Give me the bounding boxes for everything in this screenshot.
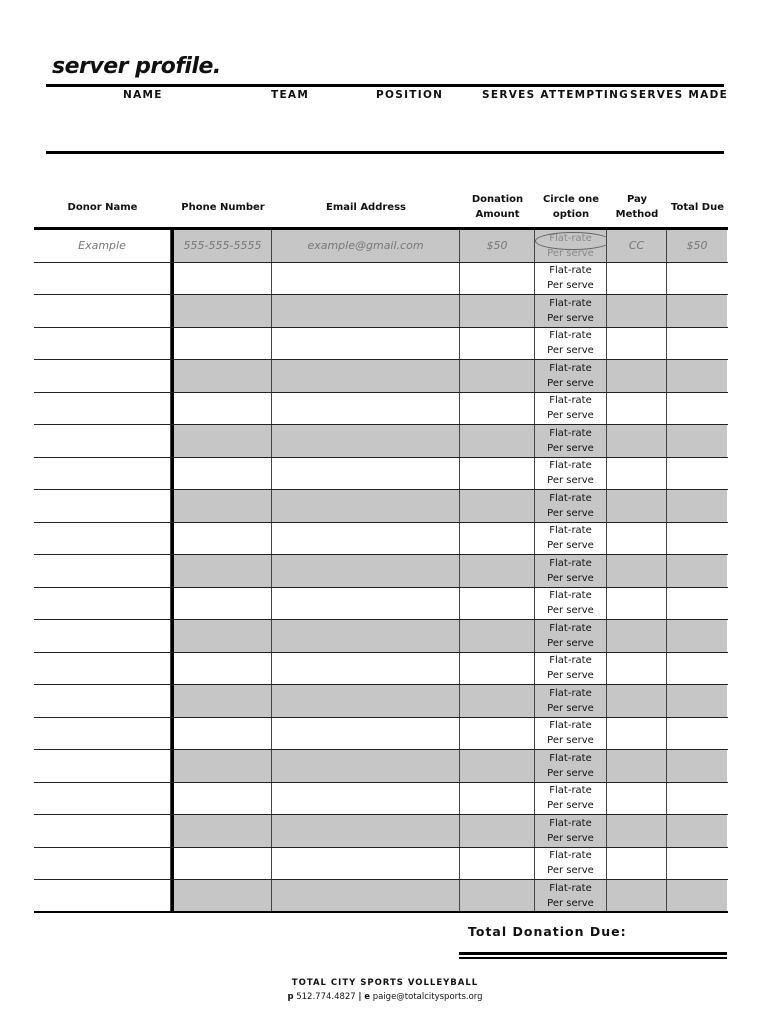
phone-cell: [171, 458, 272, 490]
email-cell: [272, 458, 460, 490]
donor-name-cell: [34, 815, 171, 847]
donor-name-cell: [34, 555, 171, 587]
footer-organization: TOTAL CITY SPORTS VOLLEYBALL: [291, 978, 479, 988]
email-cell: [272, 653, 460, 685]
table-row: [34, 588, 728, 621]
email-cell: [272, 328, 460, 360]
table-row: [34, 653, 728, 686]
example-phone: 555-555-5555: [171, 230, 272, 262]
total-due-cell: [667, 295, 727, 327]
header-pay-method: Pay Method: [615, 194, 659, 220]
footer-separator: |: [358, 992, 362, 1002]
footer-contact: [0, 992, 770, 1002]
option-per-serve[interactable]: Per serve: [547, 312, 594, 324]
phone-cell: [171, 328, 272, 360]
option-flat-rate[interactable]: Flat-rate: [549, 460, 592, 472]
option-flat-rate[interactable]: Flat-rate: [549, 882, 592, 894]
option-per-serve: Per serve: [547, 247, 594, 259]
pay-method-cell: [607, 295, 667, 327]
email-cell: [272, 880, 460, 912]
option-cell[interactable]: [535, 295, 607, 327]
total-entry-rule: [459, 952, 727, 955]
profile-entry-rule: [46, 151, 724, 154]
email-cell: [272, 848, 460, 880]
table-row: [34, 523, 728, 556]
total-due-cell: [667, 588, 727, 620]
header-rule: [46, 84, 724, 87]
pay-method-cell: [607, 653, 667, 685]
option-cell[interactable]: [535, 815, 607, 847]
phone-cell: [171, 490, 272, 522]
option-flat-rate[interactable]: Flat-rate: [549, 492, 592, 504]
option-flat-rate[interactable]: Flat-rate: [549, 752, 592, 764]
label-position: POSITION: [376, 89, 444, 101]
option-per-serve[interactable]: Per serve: [547, 475, 594, 487]
pay-method-cell: [607, 815, 667, 847]
phone-cell: [171, 653, 272, 685]
example-donor-name: Example: [34, 230, 171, 262]
phone-cell: [171, 718, 272, 750]
pay-method-cell: [607, 360, 667, 392]
donor-name-cell: [34, 328, 171, 360]
example-option: [535, 230, 607, 262]
total-due-cell: [667, 848, 727, 880]
option-flat-rate[interactable]: Flat-rate: [549, 785, 592, 797]
email-cell: [272, 783, 460, 815]
table-row: [34, 425, 728, 458]
pay-method-cell: [607, 523, 667, 555]
pay-method-cell: [607, 685, 667, 717]
total-due-cell: [667, 328, 727, 360]
total-due-cell: [667, 555, 727, 587]
phone-cell: [171, 425, 272, 457]
pay-method-cell: [607, 555, 667, 587]
email-cell: [272, 295, 460, 327]
total-due-cell: [667, 685, 727, 717]
example-total-due: $50: [667, 230, 727, 262]
header-donor-name: Donor Name: [67, 201, 138, 213]
email-cell: [272, 685, 460, 717]
table-row: [34, 620, 728, 653]
table-header: [34, 186, 728, 228]
donor-name-cell: [34, 263, 171, 295]
footer-email: paige@totalcitysports.org: [372, 992, 483, 1002]
amount-cell: [460, 425, 535, 457]
pay-method-cell: [607, 750, 667, 782]
option-per-serve[interactable]: Per serve: [547, 735, 594, 747]
header-circle-option: Circle one option: [542, 194, 600, 220]
phone-cell: [171, 750, 272, 782]
donor-name-cell: [34, 620, 171, 652]
phone-cell: [171, 588, 272, 620]
donor-name-cell: [34, 393, 171, 425]
option-flat-rate: Flat-rate: [549, 232, 592, 244]
example-email: example@gmail.com: [272, 230, 460, 262]
pay-method-cell: [607, 848, 667, 880]
pay-method-cell: [607, 620, 667, 652]
option-flat-rate[interactable]: Flat-rate: [549, 720, 592, 732]
phone-cell: [171, 783, 272, 815]
circled-option-mark: [535, 232, 611, 250]
example-amount: $50: [460, 230, 535, 262]
pay-method-cell: [607, 490, 667, 522]
total-due-cell: [667, 718, 727, 750]
option-cell[interactable]: [535, 880, 607, 912]
option-flat-rate[interactable]: Flat-rate: [549, 557, 592, 569]
option-cell[interactable]: [535, 783, 607, 815]
pay-method-cell: [607, 718, 667, 750]
total-due-cell: [667, 815, 727, 847]
footer-phone: 512.774.4827: [296, 992, 356, 1002]
header-phone-number: Phone Number: [181, 201, 265, 213]
email-cell: [272, 588, 460, 620]
table-row: [34, 880, 728, 913]
option-per-serve[interactable]: Per serve: [547, 637, 594, 649]
table-row: [34, 750, 728, 783]
option-cell[interactable]: [535, 425, 607, 457]
option-per-serve[interactable]: Per serve: [547, 832, 594, 844]
total-due-cell: [667, 263, 727, 295]
total-due-cell: [667, 490, 727, 522]
phone-cell: [171, 263, 272, 295]
option-per-serve[interactable]: Per serve: [547, 800, 594, 812]
option-cell[interactable]: [535, 328, 607, 360]
phone-cell: [171, 848, 272, 880]
option-per-serve[interactable]: Per serve: [547, 897, 594, 909]
email-cell: [272, 718, 460, 750]
pay-method-cell: [607, 393, 667, 425]
total-due-cell: [667, 458, 727, 490]
email-cell: [272, 815, 460, 847]
total-due-cell: [667, 750, 727, 782]
email-cell: [272, 620, 460, 652]
donor-name-cell: [34, 718, 171, 750]
amount-cell: [460, 490, 535, 522]
option-per-serve[interactable]: Per serve: [547, 280, 594, 292]
table-row: [34, 783, 728, 816]
pay-method-cell: [607, 880, 667, 912]
donor-name-cell: [34, 880, 171, 912]
label-name: NAME: [123, 89, 163, 101]
option-flat-rate[interactable]: Flat-rate: [549, 622, 592, 634]
option-per-serve[interactable]: Per serve: [547, 345, 594, 357]
table-row: [34, 685, 728, 718]
option-flat-rate[interactable]: Flat-rate: [549, 590, 592, 602]
option-cell[interactable]: [535, 523, 607, 555]
amount-cell: [460, 588, 535, 620]
pay-method-cell: [607, 458, 667, 490]
phone-cell: [171, 815, 272, 847]
table-row: [34, 718, 728, 751]
email-cell: [272, 425, 460, 457]
option-cell[interactable]: [535, 653, 607, 685]
donor-name-cell: [34, 490, 171, 522]
amount-cell: [460, 750, 535, 782]
page-title: server profile.: [52, 54, 221, 79]
phone-cell: [171, 393, 272, 425]
option-cell[interactable]: [535, 393, 607, 425]
donor-name-cell: [34, 523, 171, 555]
amount-cell: [460, 620, 535, 652]
amount-cell: [460, 360, 535, 392]
phone-cell: [171, 685, 272, 717]
donor-name-cell: [34, 848, 171, 880]
pay-method-cell: [607, 328, 667, 360]
amount-cell: [460, 458, 535, 490]
option-flat-rate[interactable]: Flat-rate: [549, 265, 592, 277]
table-row: [34, 360, 728, 393]
option-flat-rate[interactable]: Flat-rate: [549, 395, 592, 407]
total-due-cell: [667, 653, 727, 685]
option-per-serve[interactable]: Per serve: [547, 442, 594, 454]
option-flat-rate[interactable]: Flat-rate: [549, 427, 592, 439]
donor-name-cell: [34, 295, 171, 327]
donor-name-cell: [34, 750, 171, 782]
option-flat-rate[interactable]: Flat-rate: [549, 687, 592, 699]
option-cell[interactable]: [535, 555, 607, 587]
option-cell[interactable]: [535, 848, 607, 880]
total-due-cell: [667, 360, 727, 392]
donor-name-cell: [34, 588, 171, 620]
pay-method-cell: [607, 425, 667, 457]
option-cell[interactable]: [535, 588, 607, 620]
label-serves-attempting: SERVES ATTEMPTING: [482, 89, 630, 101]
donor-name-cell: [34, 458, 171, 490]
donor-name-cell: [34, 653, 171, 685]
total-due-cell: [667, 880, 727, 912]
email-cell: [272, 393, 460, 425]
option-flat-rate[interactable]: Flat-rate: [549, 297, 592, 309]
example-pay-method: CC: [607, 230, 667, 262]
header-email-address: Email Address: [325, 201, 406, 213]
option-flat-rate[interactable]: Flat-rate: [549, 330, 592, 342]
total-entry-rule-2: [459, 957, 727, 959]
option-cell[interactable]: [535, 718, 607, 750]
total-donation-label: Total Donation Due:: [468, 924, 627, 939]
option-per-serve[interactable]: Per serve: [547, 410, 594, 422]
option-per-serve[interactable]: Per serve: [547, 670, 594, 682]
phone-cell: [171, 295, 272, 327]
option-per-serve[interactable]: Per serve: [547, 865, 594, 877]
amount-cell: [460, 848, 535, 880]
phone-cell: [171, 360, 272, 392]
donor-name-cell: [34, 783, 171, 815]
option-per-serve[interactable]: Per serve: [547, 572, 594, 584]
option-cell[interactable]: [535, 750, 607, 782]
option-cell[interactable]: [535, 490, 607, 522]
amount-cell: [460, 393, 535, 425]
option-flat-rate[interactable]: Flat-rate: [549, 850, 592, 862]
phone-cell: [171, 555, 272, 587]
amount-cell: [460, 555, 535, 587]
amount-cell: [460, 328, 535, 360]
option-per-serve[interactable]: Per serve: [547, 377, 594, 389]
pay-method-cell: [607, 783, 667, 815]
option-cell[interactable]: [535, 458, 607, 490]
table-row: [34, 328, 728, 361]
email-cell: [272, 555, 460, 587]
table-row: [34, 555, 728, 588]
amount-cell: [460, 263, 535, 295]
amount-cell: [460, 880, 535, 912]
total-due-cell: [667, 393, 727, 425]
email-cell: [272, 490, 460, 522]
header-donation-amount: Donation Amount: [471, 194, 524, 220]
option-cell[interactable]: [535, 685, 607, 717]
table-bottom-rule: [34, 911, 728, 913]
option-per-serve[interactable]: Per serve: [547, 507, 594, 519]
amount-cell: [460, 815, 535, 847]
email-prefix: e: [364, 992, 370, 1002]
amount-cell: [460, 653, 535, 685]
phone-cell: [171, 880, 272, 912]
option-per-serve[interactable]: Per serve: [547, 702, 594, 714]
email-cell: [272, 523, 460, 555]
phone-prefix: p: [287, 992, 294, 1002]
amount-cell: [460, 295, 535, 327]
option-flat-rate[interactable]: Flat-rate: [549, 655, 592, 667]
email-cell: [272, 360, 460, 392]
option-per-serve[interactable]: Per serve: [547, 767, 594, 779]
option-per-serve[interactable]: Per serve: [547, 605, 594, 617]
phone-cell: [171, 523, 272, 555]
amount-cell: [460, 685, 535, 717]
email-cell: [272, 263, 460, 295]
table-row: [34, 848, 728, 881]
amount-cell: [460, 718, 535, 750]
option-cell[interactable]: [535, 263, 607, 295]
pay-method-cell: [607, 588, 667, 620]
pay-method-cell: [607, 263, 667, 295]
total-due-cell: [667, 620, 727, 652]
total-due-cell: [667, 783, 727, 815]
donor-table: [34, 230, 728, 913]
option-flat-rate[interactable]: Flat-rate: [549, 362, 592, 374]
table-row: [34, 295, 728, 328]
table-row: [34, 458, 728, 491]
option-flat-rate[interactable]: Flat-rate: [549, 817, 592, 829]
table-row: [34, 393, 728, 426]
label-serves-made: SERVES MADE: [630, 89, 729, 101]
phone-cell: [171, 620, 272, 652]
amount-cell: [460, 523, 535, 555]
amount-cell: [460, 783, 535, 815]
table-row: [34, 490, 728, 523]
option-cell[interactable]: [535, 620, 607, 652]
option-cell[interactable]: [535, 360, 607, 392]
example-row: [34, 230, 728, 263]
donor-name-cell: [34, 685, 171, 717]
option-per-serve[interactable]: Per serve: [547, 540, 594, 552]
table-row: [34, 815, 728, 848]
total-due-cell: [667, 425, 727, 457]
header-total-due: Total Due: [670, 201, 724, 213]
email-cell: [272, 750, 460, 782]
label-team: TEAM: [271, 89, 310, 101]
option-flat-rate[interactable]: Flat-rate: [549, 525, 592, 537]
donor-name-cell: [34, 360, 171, 392]
total-due-cell: [667, 523, 727, 555]
donor-name-cell: [34, 425, 171, 457]
table-row: [34, 263, 728, 296]
